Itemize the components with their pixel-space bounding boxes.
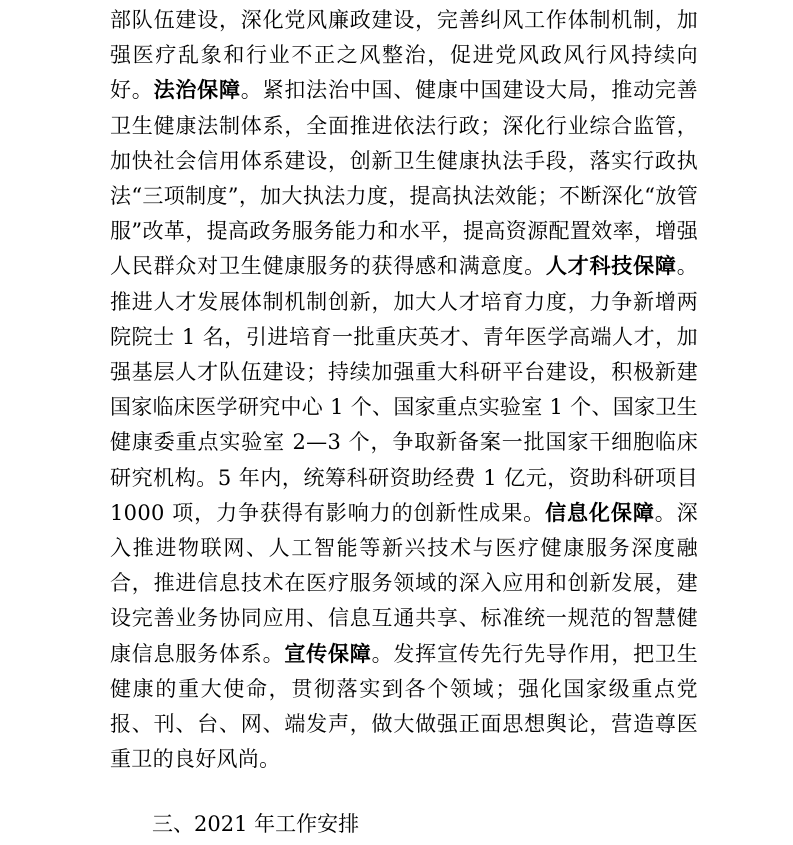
document-body	[110, 0, 698, 777]
section-heading: 三、2021 年工作安排	[152, 812, 360, 836]
paragraph-text: 。推进人才发展体制机制创新，加大人才培育力度，力争新增两院院士 1 名，引进培育一批重庆英才、青年医学高端人才，加强基层人才队伍建设；持续加强重大科研平台建设，积极新建国家临床医学研究中心 1 个、国家重点实验室 1 个、国家卫生健康委重点实验室 2—3 个，争取新备案一批国家干细胞临床研究机构。5 年内，统筹科研资助经费 1 亿元，资助科研项目 1000 项，力争获得有影响力的创新性成果。	[110, 254, 698, 525]
paragraph-text: 。紧扣法治中国、健康中国建设大局，推动完善卫生健康法制体系，全面推进依法行政；深化行业综合监管，加快社会信用体系建设，创新卫生健康执法手段，落实行政执法“三项制度”，加大执法力度，提高执法效能；不断深化“放管服”改革，提高政务服务能力和水平，提高资源配置效率，增强人民群众对卫生健康服务的获得感和满意度。	[110, 78, 698, 279]
body-paragraph	[110, 0, 698, 777]
section-label-talent-tech: 人才科技保障	[545, 254, 677, 279]
paragraph-text: 部队伍建设，深化党风廉政建设，完善纠风工作体制机制，加强医疗乱象和行业不正之风整治，促进党风政风行风持续向好。	[110, 8, 698, 103]
section-label-rule-of-law: 法治保障	[153, 78, 241, 103]
section-label-informatization: 信息化保障	[545, 500, 655, 525]
paragraph-text: 。发挥宣传先行先导作用，把卫生健康的重大使命，贯彻落实到各个领域；强化国家级重点党报、刊、台、网、端发声，做大做强正面思想舆论，营造尊医重卫的良好风尚。	[110, 641, 699, 772]
paragraph-text: 。深入推进物联网、人工智能等新兴技术与医疗健康服务深度融合，推进信息技术在医疗服务领域的深入应用和创新发展，建设完善业务协同应用、信息互通共享、标准统一规范的智慧健康信息服务体系。	[110, 500, 699, 666]
section-label-publicity: 宣传保障	[284, 641, 372, 666]
